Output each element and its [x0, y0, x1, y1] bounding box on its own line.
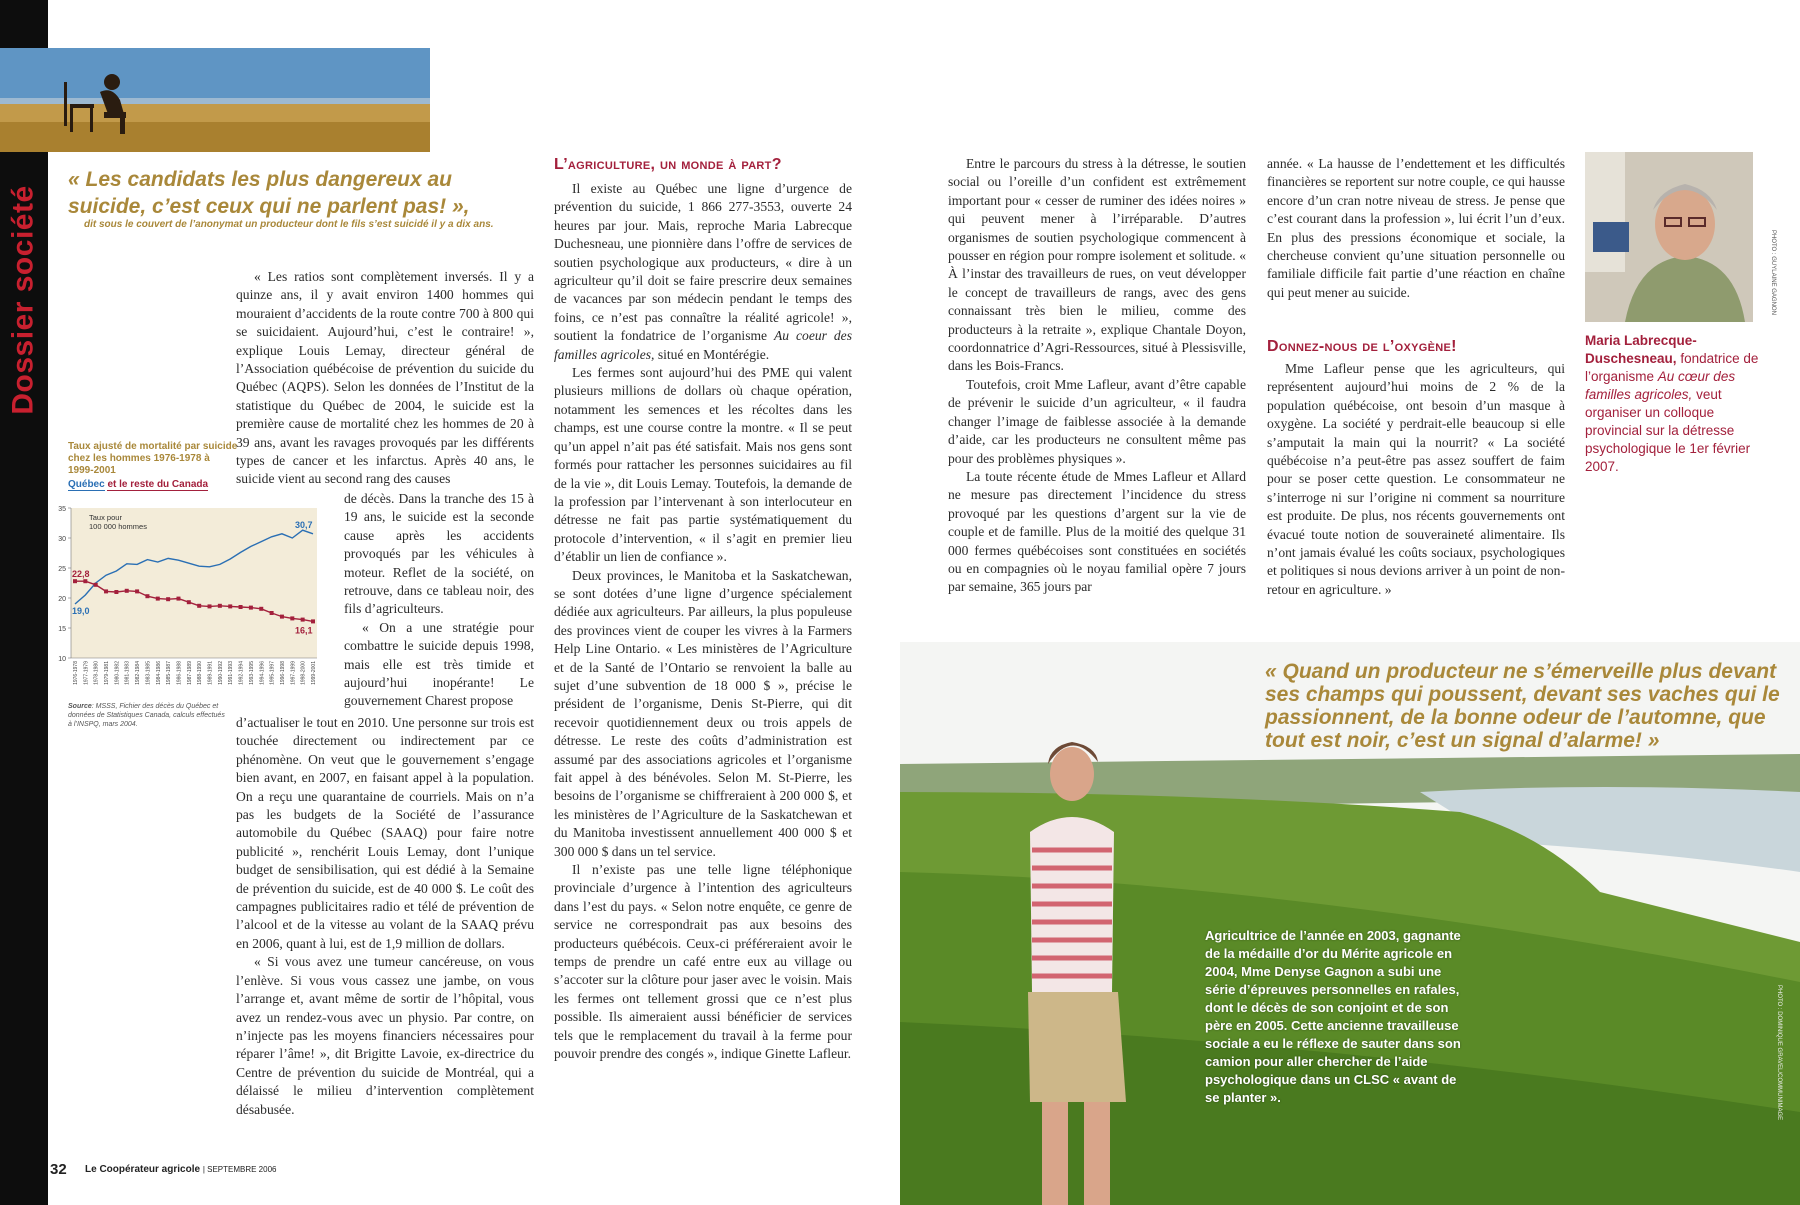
data-point	[73, 579, 77, 583]
section-heading-oxygen: Donnez-nous de l’oxygène!	[1267, 338, 1457, 355]
data-point	[94, 583, 98, 587]
data-point	[239, 605, 243, 609]
article-column-1-wrap	[344, 490, 534, 711]
paragraph: année. « La hausse de l’endettement et les difficultés financières se reportent sur notre couple, ce qui hausse encore d’un cran notre niveau de stress. Je pense que c’est courant dans la profession », lui écrit l’un d’eux. En plus des pressions économique et sociale, la chercheuse convient qu’une situation personnelle ou familiale difficile fait partie d’une réaction en chaîne qui peut mener au suicide.	[1267, 156, 1565, 300]
portrait-caption: Maria Labrecque-Duschesneau, fondatrice de l’organisme Au cœur des familles agricoles, veut organiser un colloque provincial sur la détresse psychologique le 1er février 2007.	[1585, 333, 1759, 474]
x-tick-label: 1983-1985	[145, 661, 152, 685]
legend-rest-of-canada: et le reste du Canada	[107, 479, 209, 490]
x-tick-label: 1994-1996	[259, 661, 266, 685]
y-tick-label: 30	[58, 536, 66, 543]
article-column-1-bottom	[236, 714, 534, 1119]
x-tick-label: 1995-1997	[269, 661, 276, 685]
section-heading-agriculture: L’agriculture, un monde à part?	[554, 156, 782, 173]
data-point	[208, 604, 212, 608]
paragraph: Il n’existe pas une telle ligne téléphonique provinciale d’urgence à l’intention des agriculteurs dans l’est du pays. « Selon notre enquête, ce genre de service ne correspondrait pas aux besoins des producteurs québécois. Ceux-ci préféreraient avoir le temps de prendre un café entre eux au village ou s’accoter sur la clôture pour jaser avec le voisin. Mais les fermes ont tellement grossi que ce n’est plus possible. Ils aimeraient aussi bénéficier de services tels que le remplacement du travail à la ferme pour pouvoir prendre des congés », indique Ginette Lafleur.	[554, 862, 852, 1062]
suicide-rate-chart	[55, 500, 327, 700]
series-start-label: 19,0	[72, 606, 90, 616]
data-point	[259, 607, 263, 611]
x-tick-label: 1979-1981	[104, 661, 111, 685]
data-point	[311, 619, 315, 623]
x-tick-label: 1990-1992	[217, 661, 224, 685]
legend-quebec: Québec	[68, 479, 105, 490]
article-column-4-bottom	[1267, 360, 1565, 599]
x-tick-label: 1993-1995	[248, 661, 255, 685]
paragraph: « On a une stratégie pour combattre le suicide depuis 1998, mais elle est très timide et aujourd’hui inopérante! Le gouvernement Charest propose	[344, 619, 534, 709]
x-tick-label: 1999-2001	[311, 661, 317, 685]
pull-quote-2: « Quand un producteur ne s’émerveille plus devant ses champs qui poussent, devant ses vaches qui le passionnent, de la bonne odeur de l’automne, que tout est noir, c’est un signal d’alarme! »	[1265, 660, 1780, 752]
page-number: 32	[50, 1161, 67, 1178]
paragraph: Entre le parcours du stress à la détresse, le soutien social ou l’oreille d’un confident est extrêmement important pour « cesser de ruminer des idées noires » qui peuvent mener à l’irréparable. D’autres organismes de soutien psychologique commencent à pousser en région pour rompre isolement et solitude. « À l’instar des travailleurs de rues, on veut développer le concept de travailleurs de rangs, avec des gens connaissant très bien le milieu, comme des producteurs à la retraite », explique Chantale Doyon, coordonnatrice d’Agri-Ressources, situé à Plessisville, dans les Bois-Francs.	[948, 156, 1246, 374]
y-tick-label: 15	[58, 626, 66, 633]
y-tick-label: 25	[58, 566, 66, 573]
data-point	[125, 589, 129, 593]
chart-title: Taux ajusté de mortalité par suicide chez les hommes 1976-1978 à 1999-2001	[68, 441, 238, 476]
x-tick-label: 1998-2000	[300, 661, 307, 685]
data-point	[176, 597, 180, 601]
pull-quote-1: « Les candidats les plus dangereux au suicide, c’est ceux qui ne parlent pas! »,	[68, 168, 470, 218]
portrait-credit: PHOTO : GUYLAINE GAGNON	[1770, 230, 1776, 315]
paragraph: Mme Lafleur pense que les agriculteurs, qui représentent aujourd’hui moins de 2 % de la population québécoise, ont besoin d’un masque à oxygène. La société y perdrait-elle beaucoup si elle s’amputait la main qui la nourrit? « La société québécoise n’a peut-être pas assez souffert de faim pour se poser cette question. Le consommateur ne s’interroge ni sur l’origine ni comment sa nourriture est produite. De plus, nos récents gouvernements ont évacué toute notion de souveraineté alimentaire. Ils n’ont jamais évalué les coûts sociaux, psychologiques et politiques si nous devions arriver à un point de non-retour en agriculture. »	[1267, 361, 1565, 597]
x-tick-label: 1996-1998	[279, 661, 286, 685]
paragraph: « Si vous avez une tumeur cancéreuse, on vous l’enlève. Si vous vous cassez une jambe, on vous l’arrange et, avant même de sortir de l’hôpital, vous avez un rendez-vous avec un physio. Par contre, on n’injecte pas les moyens financiers nécessaires pour réparer l’âme! », dit Brigitte Lavoie, ex-directrice du Centre de prévention du suicide de Montréal, qui a délaissé le milieu d’intervention complètement désabusée.	[236, 954, 534, 1117]
footer-magazine: Le Coopérateur agricole | SEPTEMBRE 2006	[85, 1164, 277, 1175]
x-tick-label: 1980-1982	[114, 661, 121, 685]
data-point	[218, 604, 222, 608]
series-start-label: 22,8	[72, 569, 90, 580]
field-chair-photo	[0, 48, 430, 152]
x-tick-label: 1986-1988	[176, 661, 183, 685]
data-point	[187, 600, 191, 604]
series-end-label: 30,7	[295, 519, 313, 530]
paragraph: Deux provinces, le Manitoba et la Saskatchewan, se sont dotées d’une ligne d’urgence spécialement dédiée aux agriculteurs. Par ailleurs, la plus populeuse des provinces vient de couper les vivres à la Farmers Help Line Ontario. « Les ministères de l’Agriculture et de la Santé de l’Ontario se renvoient la balle au sujet d’une subvention de 18 000 $ », précise le président de l’organisme, Denis St-Pierre, qui dit recevoir quotidiennement deux ou trois appels de détresse. Le reste des coûts d’administration est assumé par des associations agricoles et l’organisme fait appel à des bénévoles. Selon M. St-Pierre, les besoins de l’organisme se chiffreraient à 200 000 $, et les ministères de l’Agriculture de la Saskatchewan et du Manitoba investissent annuellement 400 000 $ et 300 000 $ dans un tel service.	[554, 567, 852, 859]
data-point	[156, 597, 160, 601]
paragraph: « Les ratios sont complètement inversés. Il y a quinze ans, il y avait environ 1400 hommes qui mouraient d’accidents de la route contre 700 à 800 qui se suicidaient. Aujourd’hui, c’est le contraire! », explique Louis Lemay, directeur général de l’Association québécoise de prévention du suicide du Québec (AQPS). Selon les données de l’Institut de la statistique du Québec de 2004, le suicide est la première cause de mortalité chez les hommes de 20 à 39 ans, avant les ravages provoqués par les différents types de cancer et les infarctus. Après 40 ans, le suicide vient au second rang des causes	[236, 269, 534, 487]
data-point	[135, 589, 139, 593]
x-tick-label: 1987-1989	[186, 661, 193, 685]
x-tick-label: 1989-1991	[207, 661, 214, 685]
article-column-1-top	[236, 268, 534, 489]
x-tick-label: 1984-1986	[155, 661, 162, 685]
series-end-label: 16,1	[295, 625, 313, 636]
x-tick-label: 1997-1999	[290, 661, 297, 685]
x-tick-label: 1981-1983	[124, 661, 131, 685]
x-tick-label: 1977-1979	[83, 661, 90, 685]
article-column-2	[554, 180, 852, 1064]
article-column-4-top	[1267, 155, 1565, 302]
paragraph: Il existe au Québec une ligne d’urgence de prévention du suicide, 1 866 277-3553, ouverte 24 heures par jour. Mais, reproche Maria Labrecque Duchesneau, une pionnière dans l’offre de services de soutien psychologique aux producteurs, « dire à un agriculteur qu’il doit se faire prescrire deux semaines de vacances par son médecin pendant le temps des foins, ce n’est pas connaître la réalité agricole! », soutient la fondatrice de l’organisme Au coeur des familles agricoles, situé en Montérégie.	[554, 181, 852, 362]
data-point	[280, 615, 284, 619]
x-tick-label: 1976-1978	[73, 661, 79, 685]
data-point	[301, 618, 305, 622]
data-point	[228, 604, 232, 608]
chart-source: Source: MSSS, Fichier des décès du Québec et données de Statistiques Canada, calculs effectués à l’INSPQ, mars 2004.	[68, 703, 225, 728]
paragraph: de décès. Dans la tranche des 15 à 19 ans, le suicide est la seconde cause après les accidents provoqués par les véhicules à moteur. Reflet de la société, on retrouve, dans ce tableau noir, des fils d’agriculteurs.	[344, 491, 534, 617]
paragraph: Les fermes sont aujourd’hui des PME qui valent plusieurs millions de dollars où chaque opération, notamment les semences et les récoltes dans les champs, est une course contre la montre. « Il se peut qu’un appel n’ait pas été satisfait. Mais nos gens sont formés pour rattacher les personnes suicidaires au fil de la vie », dit Louis Lemay. Toutefois, la demande de la profession par l’intervenant à son interlocuteur en détresse ne fait pas partie systématiquement du protocole d’intervention, « il s’agit en premier lieu d’établir un lien de confiance ».	[554, 365, 852, 565]
data-point	[83, 579, 87, 583]
paragraph: Toutefois, croit Mme Lafleur, avant d’être capable de prévenir le suicide d’un agriculteur, « il faudra changer l’image de faiblesse associée à la demande d’aide, car les producteurs ne consultent même pas pour des problèmes physiques ».	[948, 376, 1246, 466]
data-point	[197, 604, 201, 608]
y-tick-label: 20	[58, 596, 66, 603]
article-column-3	[948, 155, 1246, 597]
y-axis-label: Taux pour 100 000 hommes	[89, 513, 147, 531]
photo-credit: PHOTO : DOMINIQUE GRAVEL/COMMUNIMAGE	[1776, 985, 1782, 1121]
data-point	[104, 589, 108, 593]
x-tick-label: 1978-1980	[93, 661, 100, 685]
data-point	[290, 616, 294, 620]
data-point	[249, 606, 253, 610]
data-point	[166, 597, 170, 601]
x-tick-label: 1985-1987	[166, 661, 173, 685]
x-tick-label: 1982-1984	[135, 661, 142, 685]
x-tick-label: 1991-1993	[228, 661, 235, 685]
y-tick-label: 35	[58, 506, 66, 513]
x-tick-label: 1992-1994	[238, 661, 245, 685]
data-point	[145, 594, 149, 598]
photo-caption: Agricultrice de l’année en 2003, gagnante de la médaille d’or du Mérite agricole en 2004, Mme Denyse Gagnon a subi une série d’épreuves personnelles en rafales, dont le décès de son conjoint et de son père en 2005. Cette ancienne travailleuse sociale a eu le réflexe de sauter dans son camion pour aller chercher de l’aide psychologique dans un CLSC « avant de se planter ».	[1205, 928, 1461, 1105]
portrait-photo	[1585, 152, 1753, 322]
paragraph: d’actualiser le tout en 2010. Une personne sur trois est touchée directement ou indirectement par ce phénomène. On veut que le gouvernement s’engage bien avant, en 2007, en faisant appel à la population. On a reçu une quarantaine de courriels. Mais on n’a pas les budgets de la Société de l’assurance automobile du Québec (SAAQ) pour faire notre publicité », renchérit Louis Lemay, dont l’unique budget de sensibilisation, qui est dédié à la Semaine de prévention du suicide, est de 40 000 $. Le coût des campagnes publicitaires radio et télé de prévention de l’alcool et de la vitesse au volant de la SAAQ prévu en 2006, quant à lui, est de 1,9 million de dollars.	[236, 715, 534, 951]
pull-quote-1-attribution: dit sous le couvert de l’anonymat un producteur dont le fils s’est suicidé il y a dix ans.	[84, 219, 494, 230]
x-tick-label: 1988-1990	[197, 661, 204, 685]
data-point	[270, 611, 274, 615]
y-tick-label: 10	[58, 656, 66, 663]
paragraph: La toute récente étude de Mmes Lafleur et Allard ne mesure pas directement l’incidence du stress provoqué par les questions d’argent sur la vie de couple et de famille. Plus de la moitié des quelque 31 000 fermes québécoises sont constituées en sociétés ou en compagnies où le noyau familial opère 7 jours par semaine, 365 jours par	[948, 468, 1246, 595]
section-label: Dossier société	[7, 185, 40, 415]
data-point	[114, 590, 118, 594]
